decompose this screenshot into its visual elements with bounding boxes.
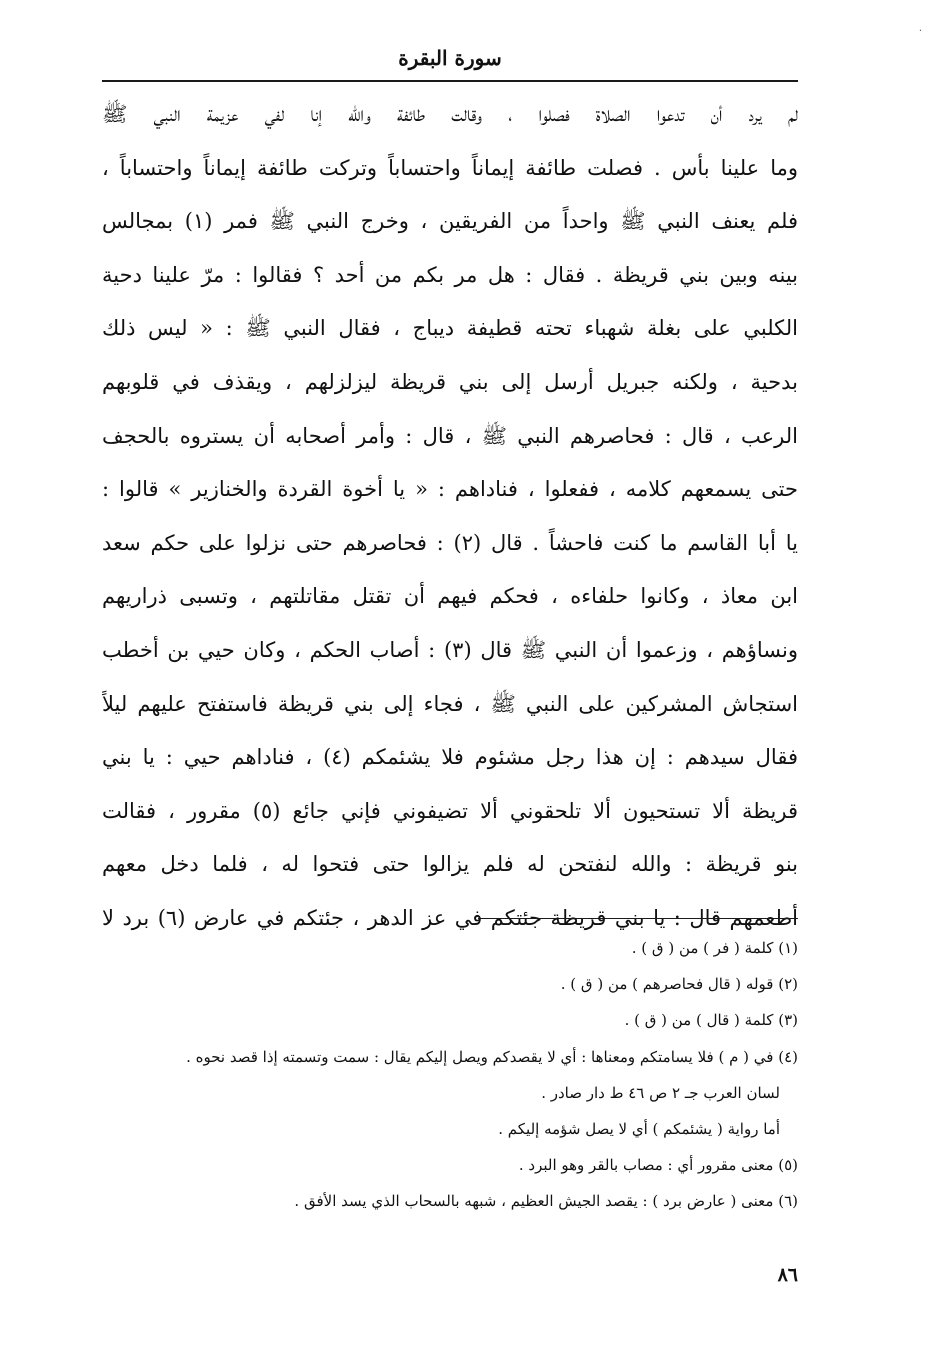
footnote-4: (٤) في ( م ) فلا يسامتكم ومعناها : أي لا يقصدكم ويصل إليكم يقال : سمت وتسمته إذا قصد نحوه . [186, 1047, 798, 1066]
body-line: وما علينا بأس . فصلت طائفة إيماناً واحتساباً وتركت طائفة إيماناً واحتساباً ، [102, 155, 798, 180]
footnote-3: (٣) كلمة ( قال ) من ( ق ) . [624, 1011, 798, 1030]
body-line: استجاش المشركين على النبي ﷺ ، فجاء إلى بني قريظة فاستفتح عليهم ليلاً [102, 691, 798, 716]
body-line: يا أبا القاسم ما كنت فاحشاً . قال (٢) : فحاصرهم حتى نزلوا على حكم سعد [102, 530, 798, 555]
body-line: لم يرد أن تدعوا الصلاة فصلوا ، وقالت طائفة والله إنا لفي عزيمة النبي ﷺ [102, 102, 798, 126]
footnote-6: (٦) معنى ( عارض برد ) : يقصد الجيش العظيم ، شبهه بالسحاب الذي يسد الأفق . [294, 1192, 798, 1211]
body-line: فقال سيدهم : إن هذا رجل مشئوم فلا يشئمكم (٤) ، فناداهم حيي : يا بني [102, 745, 798, 770]
body-line: أطعمهم قال : يا بني قريظة جئتكم في عز الدهر ، جئتكم في عارض (٦) برد لا [102, 905, 798, 930]
body-text [102, 88, 798, 946]
footnote-2: (٢) قوله ( قال فحاصرهم ) من ( ق ) . [560, 975, 798, 994]
body-line: حتى يسمعهم كلامه ، ففعلوا ، فناداهم : « يا أخوة القردة والخنازير » قالوا : [102, 477, 798, 502]
footnote-5: (٥) معنى مقرور أي : مصاب بالقر وهو البرد . [518, 1156, 798, 1175]
footnote-rule [478, 918, 798, 919]
footnote-4-continuation: أما رواية ( يشئمكم ) أي لا يصل شؤمه إليكم . [498, 1119, 780, 1138]
body-line: ونساؤهم ، وزعموا أن النبي ﷺ قال (٣) : أصاب الحكم ، وكان حيي بن أخطب [102, 637, 798, 662]
corner-mark: · [918, 26, 922, 37]
running-head: سورة البقرة [398, 46, 502, 70]
footnotes [102, 930, 798, 1220]
footnote-1: (١) كلمة ( فر ) من ( ق ) . [631, 939, 798, 957]
body-line: الرعب ، قال : فحاصرهم النبي ﷺ ، قال : وأمر أصحابه أن يستروه بالحجف [102, 423, 798, 448]
body-line: ابن معاذ ، وكانوا حلفاءه ، فحكم فيهم أن تقتل مقاتلتهم ، وتسبى ذراريهم [102, 584, 798, 609]
body-line: بينه وبين بني قريظة . فقال : هل مر بكم من أحد ؟ فقالوا : مرّ علينا دحية [102, 262, 798, 287]
header-rule [102, 80, 798, 82]
body-line: الكلبي على بغلة شهباء تحته قطيفة ديباج ، فقال النبي ﷺ : « ليس ذلك [102, 316, 798, 341]
body-line: بدحية ، ولكنه جبريل أرسل إلى بني قريظة ليزلزلهم ، ويقذف في قلوبهم [102, 369, 798, 394]
body-line: فلم يعنف النبي ﷺ واحداً من الفريقين ، وخرج النبي ﷺ فمر (١) بمجالس [102, 209, 798, 234]
footnote-4-continuation: لسان العرب جـ ٢ ص ٤٦ ط دار صادر . [541, 1083, 780, 1102]
body-line: قريظة ألا تستحيون ألا تلحقوني ألا تضيفوني فإني جائع (٥) مقرور ، فقالت [102, 798, 798, 823]
body-line: بنو قريظة : والله لنفتحن له فلم يزالوا حتى فتحوا له ، فلما دخل معهم [102, 852, 798, 877]
page-number: ٨٦ [777, 1264, 798, 1286]
